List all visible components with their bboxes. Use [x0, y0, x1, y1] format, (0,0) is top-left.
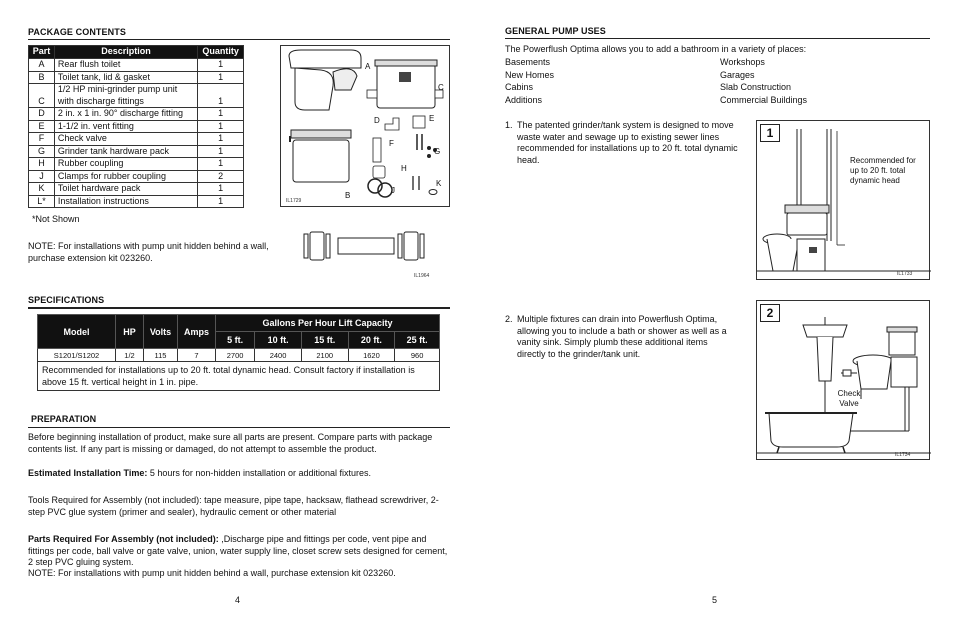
part-quantity: 1 [198, 183, 244, 196]
page-number-right: 5 [712, 595, 718, 605]
part-label-d: D [374, 116, 380, 125]
part-label-k: K [436, 179, 442, 188]
use-item: Basements [505, 57, 551, 67]
spec-volts: 115 [144, 349, 178, 362]
parts-table-row [29, 145, 244, 158]
spec-gph-15ft: 2100 [301, 349, 348, 362]
part-label-c: C [438, 83, 444, 92]
figure-1-code: IL1733 [897, 271, 913, 277]
item-2-text: Multiple fixtures can drain into Powerflush Optima, allowing you to include a bath or shower as well as a vanity sink. Simply plumb these additional items directly to the grinder/tank unit. [517, 314, 727, 359]
parts-table-row [29, 170, 244, 183]
parts-illustration [280, 45, 450, 207]
section-divider [28, 427, 450, 428]
illustration-code: IL1729 [286, 198, 302, 204]
parts-table-row [29, 71, 244, 84]
extension-kit-illustration [300, 226, 450, 282]
use-item: Additions [505, 95, 543, 106]
part-label-f: F [389, 139, 394, 148]
spec-header-5ft: 5 ft. [216, 332, 255, 349]
parts-table-row [29, 120, 244, 133]
not-shown-footnote: *Not Shown [32, 214, 80, 224]
spec-data-row [38, 349, 440, 362]
parts-table-row [29, 183, 244, 196]
part-description: Rubber coupling [54, 158, 197, 171]
spec-header-amps: Amps [178, 315, 216, 349]
part-quantity: 2 [198, 170, 244, 183]
part-description: 1/2 HP mini-grinder pump unit with discharge fittings [54, 84, 197, 108]
col-header-part: Part [29, 46, 55, 59]
spec-gph-20ft: 1620 [348, 349, 395, 362]
page-number-left: 4 [235, 595, 241, 605]
use-item: New Homes [505, 69, 555, 80]
part-quantity: 1 [198, 158, 244, 171]
parts-required-label: Parts Required For Assembly (not included): [28, 534, 219, 544]
figure-1-drawing [757, 121, 931, 281]
spec-note: Recommended for installations up to 20 ft. total dynamic head. Consult factory if installation is above 15 ft. vertical height in 1 in. pipe. [38, 362, 440, 391]
spec-amps: 7 [178, 349, 216, 362]
figure-1-number: 1 [760, 124, 780, 142]
parts-table-row [29, 133, 244, 146]
specifications-table [37, 314, 440, 391]
item-2-number: 2. [505, 314, 513, 324]
spec-header-20ft: 20 ft. [348, 332, 395, 349]
installation-time [28, 468, 450, 480]
uses-list-right [720, 56, 920, 107]
spec-gph-5ft: 2700 [216, 349, 255, 362]
part-description: Toilet hardware pack [54, 183, 197, 196]
use-item: Commercial Buildings [720, 95, 808, 106]
prep-extension-note: NOTE: For installations with pump unit hidden behind a wall, purchase extension kit 023260. [28, 568, 396, 578]
figure-1-callout: Recommended for up to 20 ft. total dynamic head [850, 156, 916, 185]
use-item: Cabins [505, 82, 534, 93]
part-quantity: 1 [198, 145, 244, 158]
figure-2-number: 2 [760, 304, 780, 322]
part-quantity: 1 [198, 84, 244, 108]
part-letter: F [29, 133, 55, 146]
part-label-a: A [365, 62, 371, 71]
part-description: Rear flush toilet [54, 59, 197, 72]
use-item: Workshops [720, 57, 765, 67]
part-letter: D [29, 108, 55, 121]
figure-1 [756, 120, 930, 280]
item-1-text: The patented grinder/tank system is designed to move waste water and sewage up to existing sewer lines recommended for installations up to 20 ft. total dynamic head. [517, 120, 738, 165]
use-item: Garages [720, 69, 755, 80]
part-letter: A [29, 59, 55, 72]
package-contents-table [28, 45, 244, 208]
installation-time-text: 5 hours for non-hidden installation or additional fixtures. [147, 468, 372, 478]
part-label-g: G [434, 147, 441, 156]
part-description: Toilet tank, lid & gasket [54, 71, 197, 84]
spec-header-10ft: 10 ft. [255, 332, 302, 349]
part-description: 1-1/2 in. vent fitting [54, 120, 197, 133]
spec-header-hp: HP [116, 315, 144, 349]
part-description: Installation instructions [54, 195, 197, 208]
check-valve-callout: Check Valve [837, 389, 861, 408]
spec-gph-10ft: 2400 [255, 349, 302, 362]
part-letter: H [29, 158, 55, 171]
figure-2-code: IL1734 [895, 452, 911, 458]
parts-required-text: ,Discharge pipe and fittings per code, vent pipe and fittings per code, ball valve or gate valve, union, water supply line, closet screw sets designed for cement, 2 step PVC gluing system. [28, 534, 448, 567]
part-quantity: 1 [198, 133, 244, 146]
parts-table-row [29, 158, 244, 171]
col-header-description: Description [54, 46, 197, 59]
part-description: Clamps for rubber coupling [54, 170, 197, 183]
part-description: 2 in. x 1 in. 90° discharge fitting [54, 108, 197, 121]
preparation-title: PREPARATION [31, 414, 97, 424]
part-label-h: H [401, 164, 407, 173]
uses-list-left [505, 56, 705, 107]
spec-gph-25ft: 960 [395, 349, 440, 362]
parts-required [28, 534, 450, 569]
parts-table-row [29, 59, 244, 72]
part-letter: L* [29, 195, 55, 208]
uses-intro: The Powerflush Optima allows you to add a bathroom in a variety of places: [505, 44, 807, 54]
parts-table-row [29, 84, 244, 108]
part-quantity: 1 [198, 59, 244, 72]
package-contents-title: PACKAGE CONTENTS [28, 27, 126, 37]
part-letter: E [29, 120, 55, 133]
section-divider [505, 38, 930, 39]
part-letter: C [29, 84, 55, 108]
part-description: Check valve [54, 133, 197, 146]
parts-table-row [29, 195, 244, 208]
spec-header-lift-capacity: Gallons Per Hour Lift Capacity [216, 315, 440, 332]
item-1-number: 1. [505, 120, 513, 130]
general-pump-uses-title: GENERAL PUMP USES [505, 26, 606, 36]
tools-required: Tools Required for Assembly (not included): tape measure, pipe tape, hacksaw, flathead screwdriver, 2-step PVC glue system (primer and sealer), hydraulic cement or other material [28, 495, 439, 517]
use-item: Slab Construction [720, 82, 792, 93]
col-header-quantity: Quantity [198, 46, 244, 59]
extension-kit-drawing [300, 226, 450, 266]
part-letter: B [29, 71, 55, 84]
figure-2 [756, 300, 930, 460]
part-quantity: 1 [198, 195, 244, 208]
spec-hp: 1/2 [116, 349, 144, 362]
spec-header-15ft: 15 ft. [301, 332, 348, 349]
spec-header-25ft: 25 ft. [395, 332, 440, 349]
figure-2-drawing [757, 301, 931, 461]
part-label-e: E [429, 114, 435, 123]
section-divider [28, 307, 450, 309]
spec-header-model: Model [38, 315, 116, 349]
part-quantity: 1 [198, 71, 244, 84]
part-letter: K [29, 183, 55, 196]
installation-time-label: Estimated Installation Time: [28, 468, 148, 478]
section-divider [28, 39, 450, 40]
part-quantity: 1 [198, 120, 244, 133]
spec-model: S1201/S1202 [38, 349, 116, 362]
part-label-b: B [345, 191, 351, 200]
extension-kit-note: NOTE: For installations with pump unit hidden behind a wall, purchase extension kit 023260. [28, 241, 269, 263]
prep-paragraph: Before beginning installation of product, make sure all parts are present. Compare parts with package contents list. If any part is missing or damaged, do not attempt to assemble the product. [28, 432, 433, 454]
part-description: Grinder tank hardware pack [54, 145, 197, 158]
part-label-j: J [391, 186, 395, 195]
specifications-title: SPECIFICATIONS [28, 295, 105, 305]
part-quantity: 1 [198, 108, 244, 121]
spec-header-volts: Volts [144, 315, 178, 349]
parts-table-row [29, 108, 244, 121]
part-letter: J [29, 170, 55, 183]
part-letter: G [29, 145, 55, 158]
extension-kit-code: IL1964 [414, 273, 430, 279]
